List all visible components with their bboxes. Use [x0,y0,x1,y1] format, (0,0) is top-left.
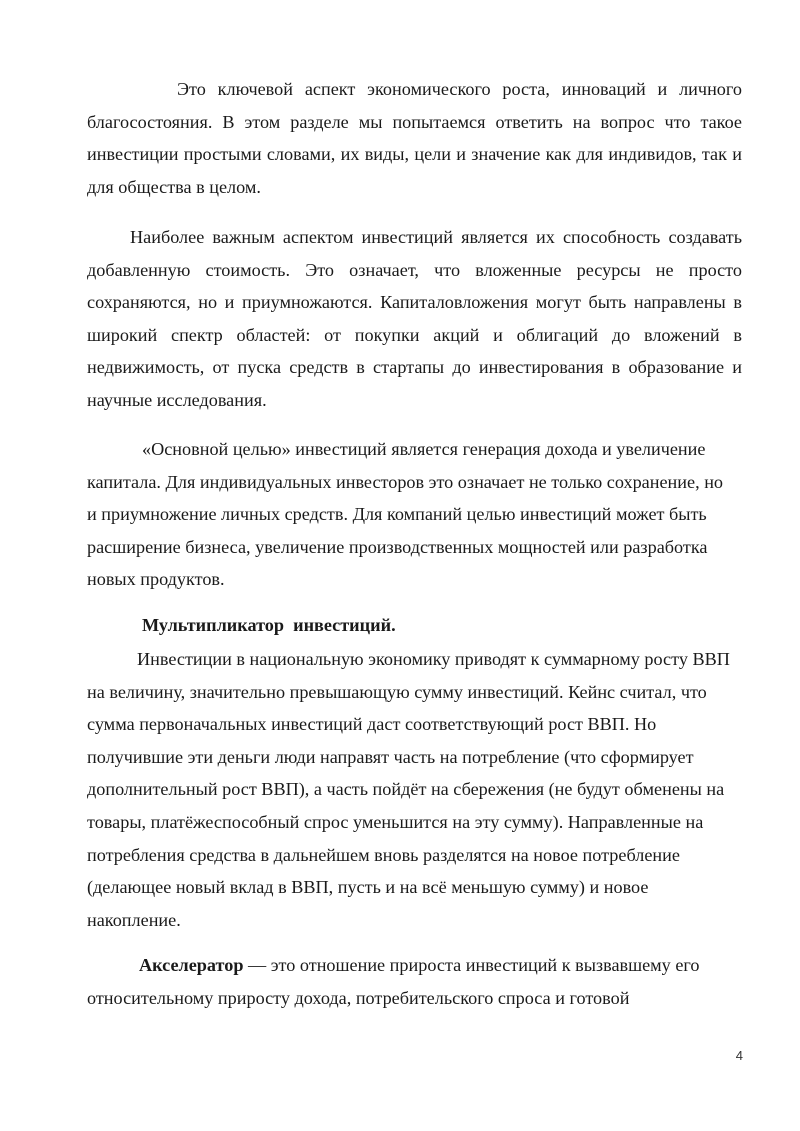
term-accelerator: Акселератор [139,955,244,975]
paragraph-added-value: Наиболее важным аспектом инвестиций является их способность создавать добавленную стоимость. Это означает, что вложенные ресурсы не просто сохраняются, но и приумножаются. Капиталовложения могут быть направлены в широкий спектр областей: от покупки акций и облигаций до вложений в недвижимость, от пуска средств в стартапы до инвестирования в образование и научные исследования. [87,227,742,410]
page-number: 4 [735,1048,743,1063]
paragraph-intro: Это ключевой аспект экономического роста, инноваций и личного благосостояния. В этом разделе мы попытаемся ответить на вопрос что такое инвестиции простыми словами, их виды, цели и значение как для индивидов, так и для общества в целом. [87,79,742,197]
section-heading-multiplier: Мультипликатор инвестиций. [142,615,396,635]
accelerator-definition: — это отношение прироста инвестиций к вызвавшему его относительному приросту дохода, потребительского спроса и готовой [87,955,700,1008]
paragraph-accelerator [87,949,737,1014]
paragraph-multiplier: Инвестиции в национальную экономику приводят к суммарному росту ВВП на величину, значительно превышающую сумму инвестиций. Кейнс считал, что сумма первоначальных инвестиций даст соответствующий рост ВВП. Но получившие эти деньги люди направят часть на потребление (что сформирует дополнительный рост ВВП), а часть пойдёт на сбережения (не будут обменены на товары, платёжеспособный спрос уменьшится на эту сумму). Направленные на потребления средства в дальнейшем вновь разделятся на новое потребление (делающее новый вклад в ВВП, пусть и на всё меньшую сумму) и новое накопление. [87,649,730,930]
paragraph-main-goal: «Основной целью» инвестиций является генерация дохода и увеличение капитала. Для индивидуальных инвесторов это означает не только сохранение, но и приумножение личных средств. Для компаний целью инвестиций может быть расширение бизнеса, увеличение производственных мощностей или разработка новых продуктов. [87,439,724,590]
